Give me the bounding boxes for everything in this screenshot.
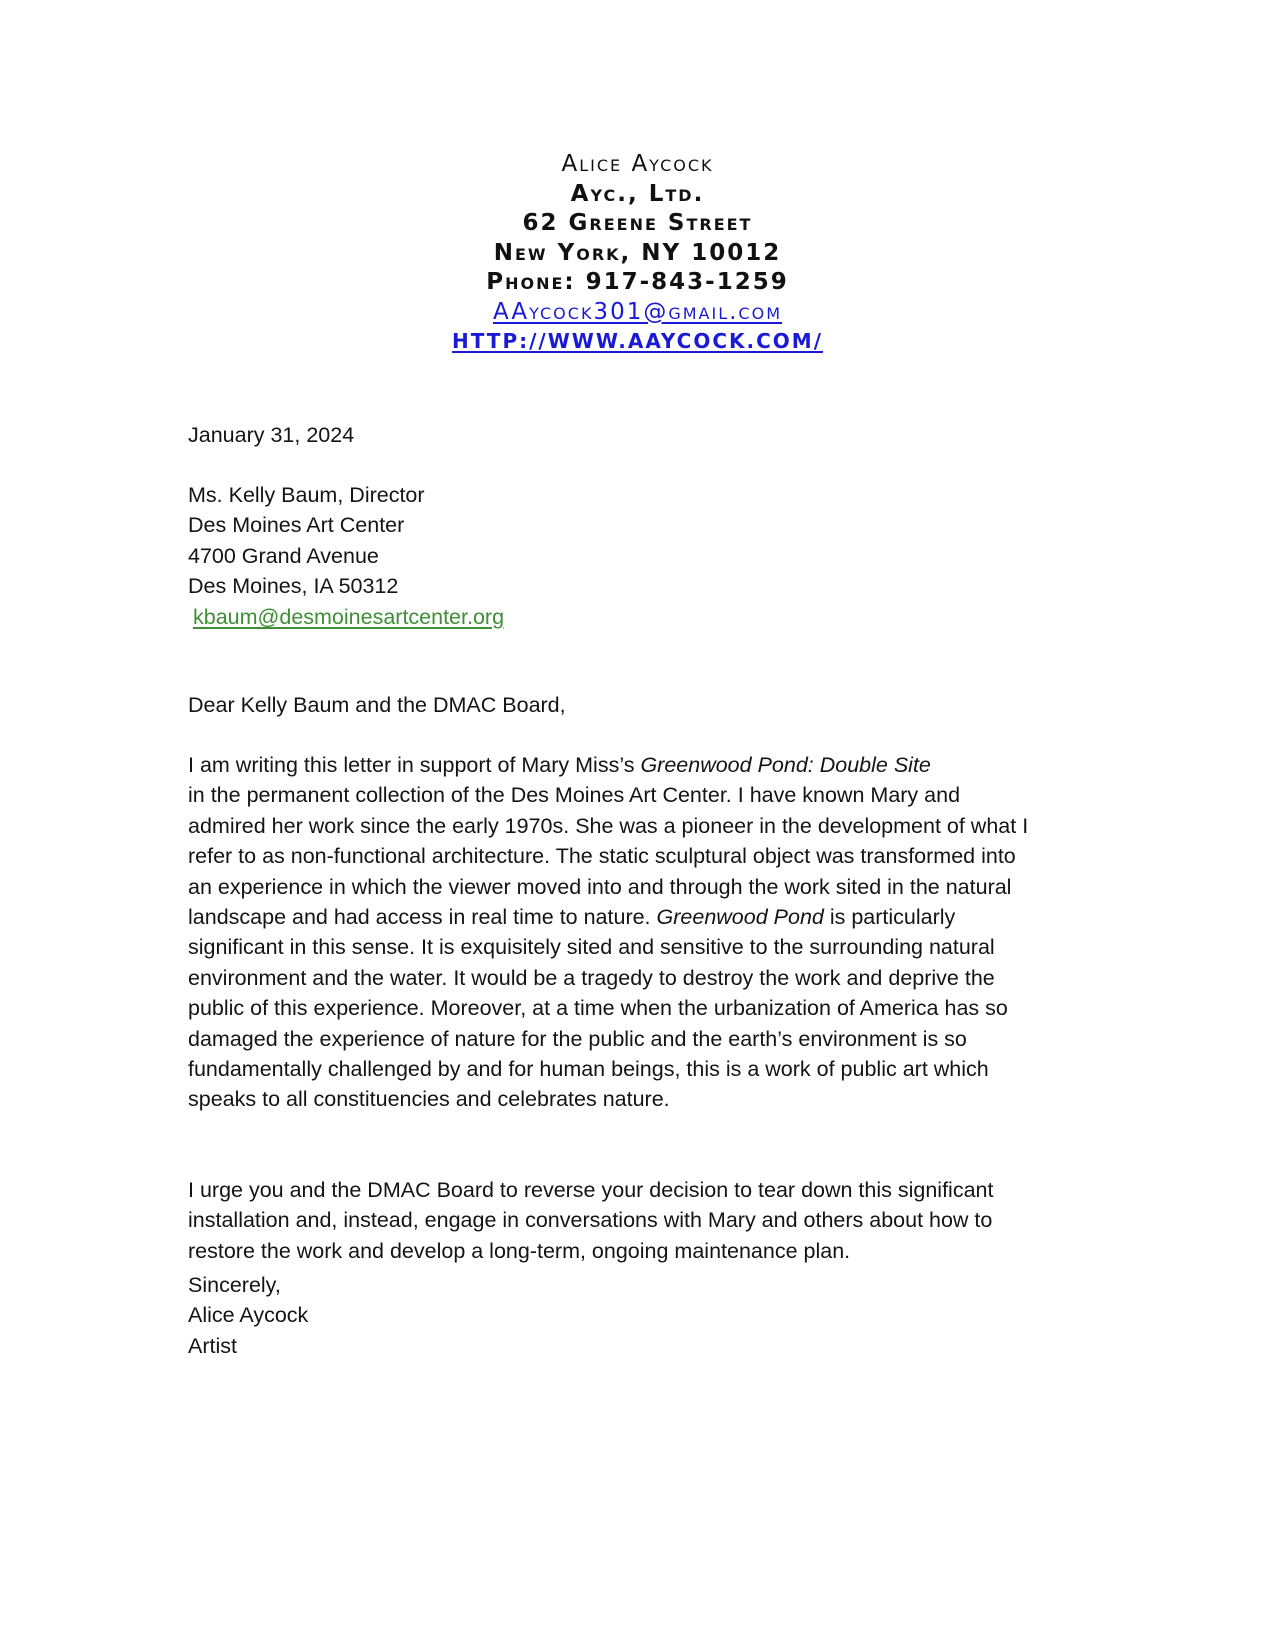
salutation: Dear Kelly Baum and the DMAC Board, — [188, 693, 566, 717]
recipient-city: Des Moines, IA 50312 — [188, 574, 399, 599]
recipient-name: Ms. Kelly Baum, Director — [188, 483, 425, 507]
paragraph-line: speaks to all constituencies and celebrates nature. — [188, 1087, 670, 1112]
closing-block — [188, 1270, 308, 1361]
paragraph-line: damaged the experience of nature for the public and the earth’s environment is so — [188, 1026, 967, 1051]
sender-city: New York, NY 10012 — [493, 239, 782, 266]
sender-company: Ayc., Ltd. — [570, 180, 705, 207]
recipient-block — [188, 480, 504, 632]
paragraph-line: fundamentally challenged by and for human beings, this is a work of public art which — [188, 1057, 989, 1082]
paragraph-line: I urge you and the DMAC Board to reverse your decision to tear down this significant — [188, 1178, 994, 1202]
text-span: landscape and had access in real time to nature. — [188, 905, 657, 930]
text-span: is particularly — [823, 905, 956, 930]
paragraph-request — [188, 1175, 993, 1266]
paragraph-line: refer to as non-functional architecture. The static sculptural object was transformed into — [188, 844, 1016, 869]
signer-title: Artist — [188, 1333, 237, 1358]
paragraph-line: installation and, instead, engage in conversations with Mary and others about how to — [188, 1208, 993, 1233]
paragraph-line — [188, 750, 1028, 780]
paragraph-line: admired her work since the early 1970s. She was a pioneer in the development of what I — [188, 813, 1029, 838]
text-span: I am writing this letter in support of Mary Miss’s — [188, 753, 641, 777]
sender-name: Alice Aycock — [561, 151, 714, 177]
artwork-title: Greenwood Pond — [656, 905, 824, 930]
paragraph-line: in the permanent collection of the Des Moines Art Center. I have known Mary and — [188, 783, 961, 808]
recipient-email-link[interactable]: kbaum@desmoinesartcenter.org — [193, 604, 505, 629]
paragraph-line: an experience in which the viewer moved into and through the work sited in the natural — [188, 874, 1012, 899]
sender-phone: Phone: 917-843-1259 — [486, 269, 789, 295]
paragraph-support — [188, 750, 1028, 1115]
paragraph-line: significant in this sense. It is exquisitely sited and sensitive to the surrounding natural — [188, 935, 995, 960]
paragraph-line: restore the work and develop a long-term, ongoing maintenance plan. — [188, 1238, 851, 1263]
recipient-street: 4700 Grand Avenue — [188, 543, 379, 568]
valediction: Sincerely, — [188, 1273, 281, 1297]
signer-name: Alice Aycock — [188, 1303, 309, 1328]
letter-date: January 31, 2024 — [188, 423, 355, 447]
paragraph-line: environment and the water. It would be a tragedy to destroy the work and deprive the — [188, 965, 995, 990]
paragraph-line — [188, 902, 1028, 932]
sender-website-link[interactable]: HTTP://WWW.AAYCOCK.COM/ — [451, 329, 824, 353]
recipient-organization: Des Moines Art Center — [188, 513, 405, 538]
artwork-title: Greenwood Pond: Double Site — [640, 753, 931, 777]
sender-email-link[interactable]: AAycock301@gmail.com — [493, 298, 782, 325]
sender-street: 62 Greene Street — [522, 210, 753, 236]
letterhead — [0, 150, 1275, 357]
paragraph-line: public of this experience. Moreover, at a time when the urbanization of America has so — [188, 996, 1008, 1021]
